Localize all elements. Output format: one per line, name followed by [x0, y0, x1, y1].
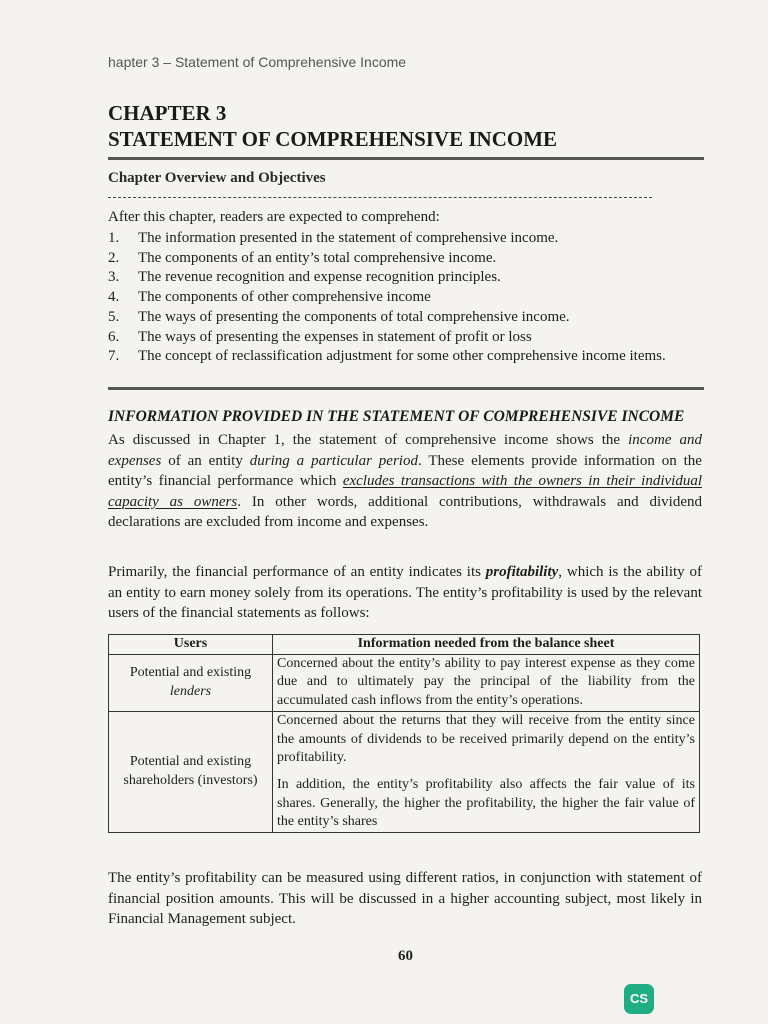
list-item: 2. The components of an entity’s total comprehensive income.	[108, 249, 497, 266]
table-row	[109, 711, 700, 832]
running-header: hapter 3 – Statement of Comprehensive Income	[108, 54, 407, 70]
section-title: INFORMATION PROVIDED IN THE STATEMENT OF COMPREHENSIVE INCOME	[108, 408, 685, 425]
table-header-row	[109, 635, 700, 655]
table-cell-info: Concerned about the entity’s ability to pay interest expense as they come due and to ultimately pay the principal of the liability from the accumulated cash inflows from the entity’s operations.	[273, 654, 700, 711]
objectives-list	[108, 229, 704, 367]
list-item: 1. The information presented in the statement of comprehensive income.	[108, 230, 559, 246]
table-cell-user: Potential and existing shareholders (investors)	[109, 711, 273, 832]
objectives-rule	[108, 387, 704, 390]
page-number: 60	[398, 948, 413, 964]
closing-paragraph: The entity’s profitability can be measured using different ratios, in conjunction with statement of financial position amounts. This will be discussed in a higher accounting subject, most likely in Financial Management subject.	[108, 870, 702, 927]
paragraph-1: As discussed in Chapter 1, the statement of comprehensive income shows the income and expenses of an entity during a particular period. These elements provide information on the entity’s financial performance which excludes transactions with the owners in their individual capacity as owners. In other words, additional contributions, withdrawals and dividend declarations are excluded from income and expenses.	[108, 432, 703, 530]
chapter-heading	[108, 100, 708, 152]
list-item: 4. The components of other comprehensive income	[108, 289, 431, 306]
list-item: 3. The revenue recognition and expense recognition principles.	[108, 269, 501, 286]
list-item: 6. The ways of presenting the expenses in statement of profit or loss	[108, 328, 532, 345]
list-item: 5. The ways of presenting the components of total comprehensive income.	[108, 308, 570, 325]
dashed-rule	[108, 197, 652, 198]
paragraph-2: Primarily, the financial performance of an entity indicates its profitability, which is the ability of an entity to earn money solely from its operations. The entity’s profitability is used by the relevant users of the financial statements as follows:	[108, 564, 702, 621]
table-cell-info: Concerned about the returns that they will receive from the entity since the amounts of dividends to be received primarily depend on the entity’s profitability. In addition, the entity’s profitability also affects the fair value of its shares. Generally, the higher the profitability, the higher the fair value of the entity’s shares	[273, 711, 700, 832]
users-table	[108, 634, 700, 833]
overview-intro: After this chapter, readers are expected to comprehend:	[108, 209, 440, 225]
chapter-number: CHAPTER 3	[108, 101, 227, 125]
overview-title: Chapter Overview and Objectives	[108, 170, 326, 186]
table-row	[109, 654, 700, 711]
chapter-title: STATEMENT OF COMPREHENSIVE INCOME	[108, 127, 558, 151]
table-cell-user: Potential and existing lenders	[109, 654, 273, 711]
column-header-users: Users	[109, 635, 273, 655]
heading-rule	[108, 157, 704, 160]
list-item: 7. The concept of reclassification adjustment for some other comprehensive income items.	[108, 348, 666, 365]
camscanner-badge-icon: CS	[624, 984, 654, 1014]
column-header-information: Information needed from the balance sheet	[273, 635, 700, 655]
